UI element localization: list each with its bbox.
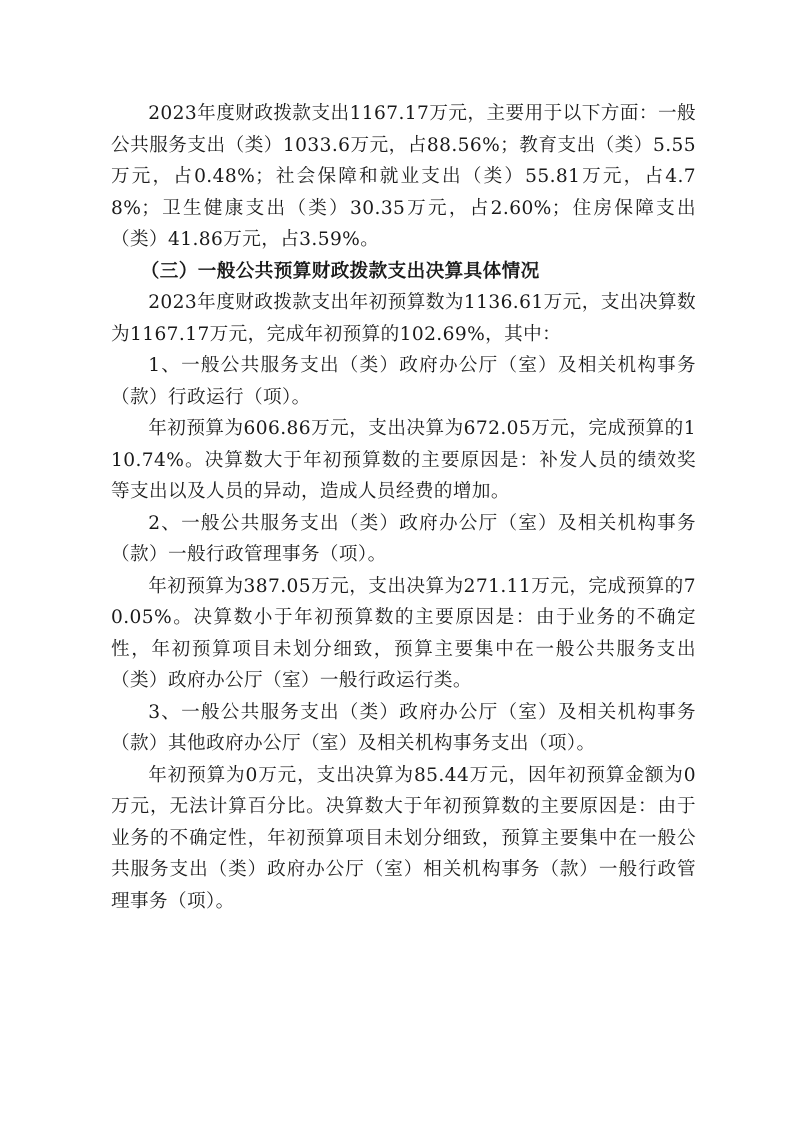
document-body [111,98,696,917]
section-heading: （三）一般公共预算财政拨款支出决算具体情况 [140,260,540,282]
paragraph-budget-overview: 2023年度财政拨款支出年初预算数为1136.61万元，支出决算数为1167.17万元，完成年初预算的102.69%，其中： [111,292,696,345]
item-3-title: 3、一般公共服务支出（类）政府办公厅（室）及相关机构事务（款）其他政府办公厅（室）及相关机构事务支出（项）。 [111,701,696,754]
paragraph-expenditure-summary: 2023年度财政拨款支出1167.17万元，主要用于以下方面：一般公共服务支出（类）1033.6万元，占88.56%；教育支出（类）5.55万元，占0.48%；社会保障和就业支出（类）55.81万元，占4.78%；卫生健康支出（类）30.35万元，占2.60%；住房保障支出（类）41.86万元，占3.59%。 [111,103,696,250]
item-1-title: 1、一般公共服务支出（类）政府办公厅（室）及相关机构事务（款）行政运行（项）。 [111,355,696,408]
item-1-body: 年初预算为606.86万元，支出决算为672.05万元，完成预算的110.74%。决算数大于年初预算数的主要原因是：补发人员的绩效奖等支出以及人员的异动，造成人员经费的增加。 [111,418,696,502]
item-2-body: 年初预算为387.05万元，支出决算为271.11万元，完成预算的70.05%。决算数小于年初预算数的主要原因是：由于业务的不确定性，年初预算项目未划分细致，预算主要集中在一般公共服务支出（类）政府办公厅（室）一般行政运行类。 [111,575,696,691]
item-2-title: 2、一般公共服务支出（类）政府办公厅（室）及相关机构事务（款）一般行政管理事务（项）。 [111,512,696,565]
item-3-body: 年初预算为0万元，支出决算为85.44万元，因年初预算金额为0万元，无法计算百分比。决算数大于年初预算数的主要原因是：由于业务的不确定性，年初预算项目未划分细致，预算主要集中在一般公共服务支出（类）政府办公厅（室）相关机构事务（款）一般行政管理事务（项）。 [111,764,696,912]
